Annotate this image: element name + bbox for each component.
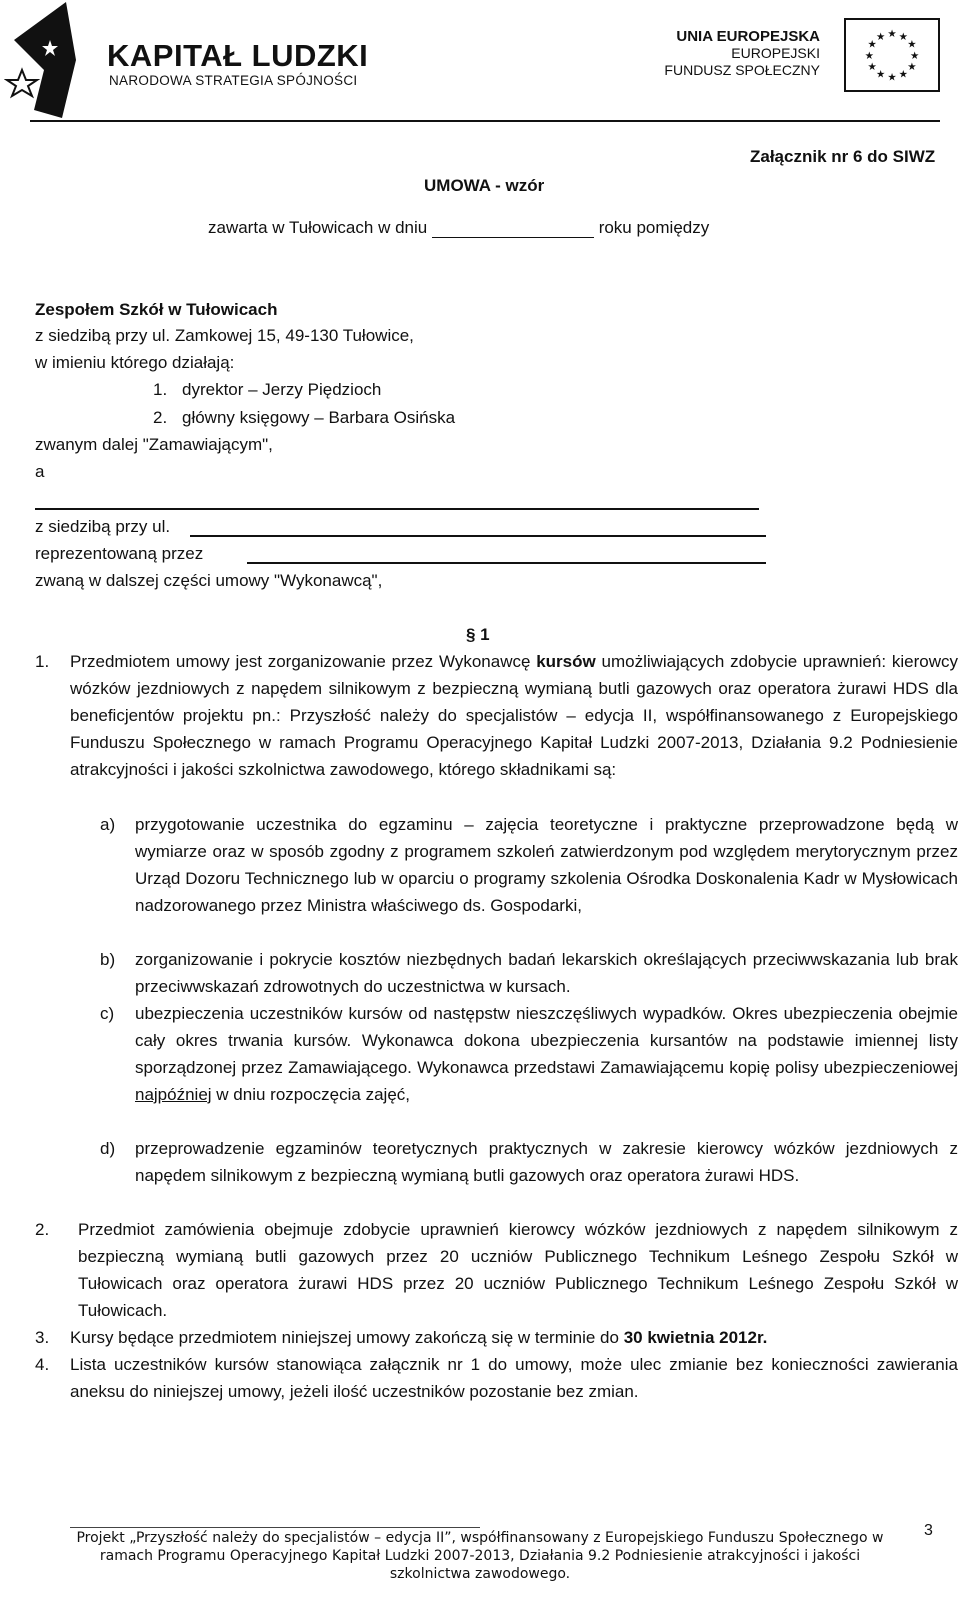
eu-line-2: EUROPEJSKI — [731, 45, 820, 61]
svg-text:★: ★ — [867, 38, 877, 51]
rep1: dyrektor – Jerzy Piędzioch — [182, 380, 382, 399]
kapital-ludzki-logo-icon — [4, 0, 84, 118]
p2-content: Przedmiot zamówienia obejmuje zdobycie uprawnień kierowcy wózków jezdniowych z napędem silnikowym z bezpieczną wymianą butli gazowych przez 20 uczniów Publicznego Technikum Leśnego Zespołu Szkół w Tułowicach oraz operatora żurawi HDS przez 20 uczniów Publicznego Technikum Leśnego Zespołu Szkół w Tułowicach. — [78, 1220, 958, 1320]
item-a-text — [135, 811, 958, 919]
rep1-number: 1. — [153, 380, 168, 399]
p1-text-b: umożliwiających zdobycie uprawnień: kierowcy wózków jezdniowych z napędem silnikowym z bezpieczną wymianą butli gazowych oraz operatora żurawi HDS dla beneficjentów projektu pn.: Przyszłość należy do specjalistów – edycja II, współfinansowanego z Europejskiego Funduszu Społecznego w ramach Programu Operacyjnego Kapitał Ludzki 2007-2013, Działania 9.2 Podniesienie atrakcyjności i jakości szkolnictwa zawodowego, którego składnikami są: — [70, 652, 958, 779]
intro-text-a: zawarta w Tułowicach w dniu — [208, 218, 428, 237]
svg-text:★: ★ — [887, 28, 897, 41]
party2-seat-blank[interactable] — [190, 535, 766, 537]
rep2: główny księgowy – Barbara Osińska — [182, 408, 456, 427]
p4-number: 4. — [35, 1355, 50, 1374]
kapital-ludzki-subtitle: NARODOWA STRATEGIA SPÓJNOŚCI — [109, 73, 358, 88]
item-d-label: d) — [100, 1139, 116, 1158]
svg-text:★: ★ — [898, 30, 909, 43]
p4-content: Lista uczestników kursów stanowiąca załącznik nr 1 do umowy, może ulec zmianie bez konieczności zawierania aneksu do niniejszej umowy, jeżeli ilość uczestników pozostanie bez zmian. — [70, 1355, 958, 1401]
header-divider — [30, 120, 940, 122]
p3-text — [70, 1328, 767, 1348]
document-title: UMOWA - wzór — [424, 176, 545, 195]
item-c-content-b: w dniu rozpoczęcia zajęć, — [216, 1085, 411, 1104]
item-b-text — [135, 946, 958, 1000]
page-number: 3 — [924, 1522, 933, 1539]
date-blank-field[interactable] — [432, 219, 594, 238]
item-c-content-a: ubezpieczenia uczestników kursów od następstw nieszczęśliwych wypadków. Okres ubezpieczenia obejmie cały okres trwania kursów. Wykonawca dokona ubezpieczenia kursantów na podstawie imiennej listy sporządzonej przez Zamawiającego. Wykonawca przedstawi Zamawiającemu kopię polisy ubezpieczeniowej — [135, 1004, 958, 1077]
party2-name-blank[interactable] — [35, 508, 759, 510]
kapital-ludzki-title: KAPITAŁ LUDZKI — [107, 38, 369, 73]
item-c-text — [135, 1000, 958, 1108]
item-c-label: c) — [100, 1004, 115, 1023]
p1-kursow: kursów — [536, 652, 596, 671]
svg-text:★: ★ — [907, 38, 917, 51]
svg-text:★: ★ — [898, 68, 909, 81]
party1-name: Zespołem Szkół w Tułowicach — [35, 300, 278, 319]
and-word: a — [35, 462, 45, 481]
svg-text:★: ★ — [864, 49, 874, 62]
p1-text — [70, 648, 958, 783]
item-d-text — [135, 1135, 958, 1189]
footer-text: Projekt „Przyszłość należy do specjalistów – edycja II”, współfinansowany z Europejskiego Funduszu Społecznego w ramach Programu Operacyjnego Kapitał Ludzki 2007-2013, Działania 9.2 Podniesienie atrakcyjności i jakości szkolnictwa zawodowego. — [76, 1530, 884, 1582]
item-d-content: przeprowadzenie egzaminów teoretycznych praktycznych w zakresie kierowcy wózków jezdniowych z napędem silnikowym z bezpieczną wymianą butli gazowych oraz operatora żurawi HDS. — [135, 1139, 958, 1185]
rep2-number: 2. — [153, 408, 168, 427]
eu-label — [664, 28, 820, 79]
party2-called: zwaną w dalszej części umowy "Wykonawcą", — [35, 571, 383, 590]
item-c-underlined: najpóźniej — [135, 1085, 212, 1104]
party1-called: zwanym dalej "Zamawiającym", — [35, 435, 273, 454]
p2-number: 2. — [35, 1220, 50, 1239]
party2-seat-label: z siedzibą przy ul. — [35, 517, 171, 536]
party2-seat — [35, 517, 170, 537]
item-b-content: zorganizowanie i pokrycie kosztów niezbędnych badań lekarskich określających przeciwwskazania lub brak przeciwwskazań zdrowotnych do uczestnictwa w kursach. — [135, 950, 958, 996]
eu-line-1: UNIA EUROPEJSKA — [676, 28, 820, 45]
p1-text-a: Przedmiotem umowy jest zorganizowanie przez Wykonawcę — [70, 652, 531, 671]
eu-flag-icon — [844, 18, 940, 92]
page-header — [0, 0, 960, 122]
item-a-label: a) — [100, 815, 116, 834]
p3-deadline: 30 kwietnia 2012r. — [623, 1328, 768, 1347]
svg-text:★: ★ — [887, 71, 897, 84]
party1-acting: w imieniu którego działają: — [35, 353, 235, 372]
section-heading: § 1 — [466, 625, 490, 644]
p2-text — [78, 1216, 958, 1324]
intro-text-b: roku pomiędzy — [598, 218, 710, 237]
eu-line-3: FUNDUSZ SPOŁECZNY — [664, 62, 820, 78]
svg-text:★: ★ — [907, 61, 917, 74]
p1-number: 1. — [35, 652, 50, 671]
svg-text:★: ★ — [875, 30, 886, 43]
svg-text:★: ★ — [910, 49, 920, 62]
p3-number: 3. — [35, 1328, 50, 1347]
svg-text:★: ★ — [875, 68, 886, 81]
svg-text:★: ★ — [867, 61, 877, 74]
item-a-content: przygotowanie uczestnika do egzaminu – zajęcia teoretyczne i praktyczne przeprowadzone będą w wymiarze oraz w sposób zgodny z programem szkoleń zatwierdzonym pod względem merytorycznym przez Urząd Dozoru Technicznego lub w oparciu o programy szkolenia Ośrodka Doskonalenia Kadr w Mysłowicach nadzorowanego przez Ministra właściwego ds. Gospodarki, — [135, 815, 958, 915]
footer-divider — [70, 1527, 480, 1528]
p3-content: Kursy będące przedmiotem niniejszej umowy zakończą się w terminie do — [70, 1328, 619, 1347]
party2-rep-blank[interactable] — [247, 562, 766, 564]
item-b-label: b) — [100, 950, 116, 969]
party1-address: z siedzibą przy ul. Zamkowej 15, 49-130 Tułowice, — [35, 326, 414, 345]
p4-text — [70, 1351, 958, 1405]
contract-intro — [208, 218, 709, 238]
party2-rep-label: reprezentowaną przez — [35, 544, 204, 563]
annex-label: Załącznik nr 6 do SIWZ — [750, 147, 936, 166]
